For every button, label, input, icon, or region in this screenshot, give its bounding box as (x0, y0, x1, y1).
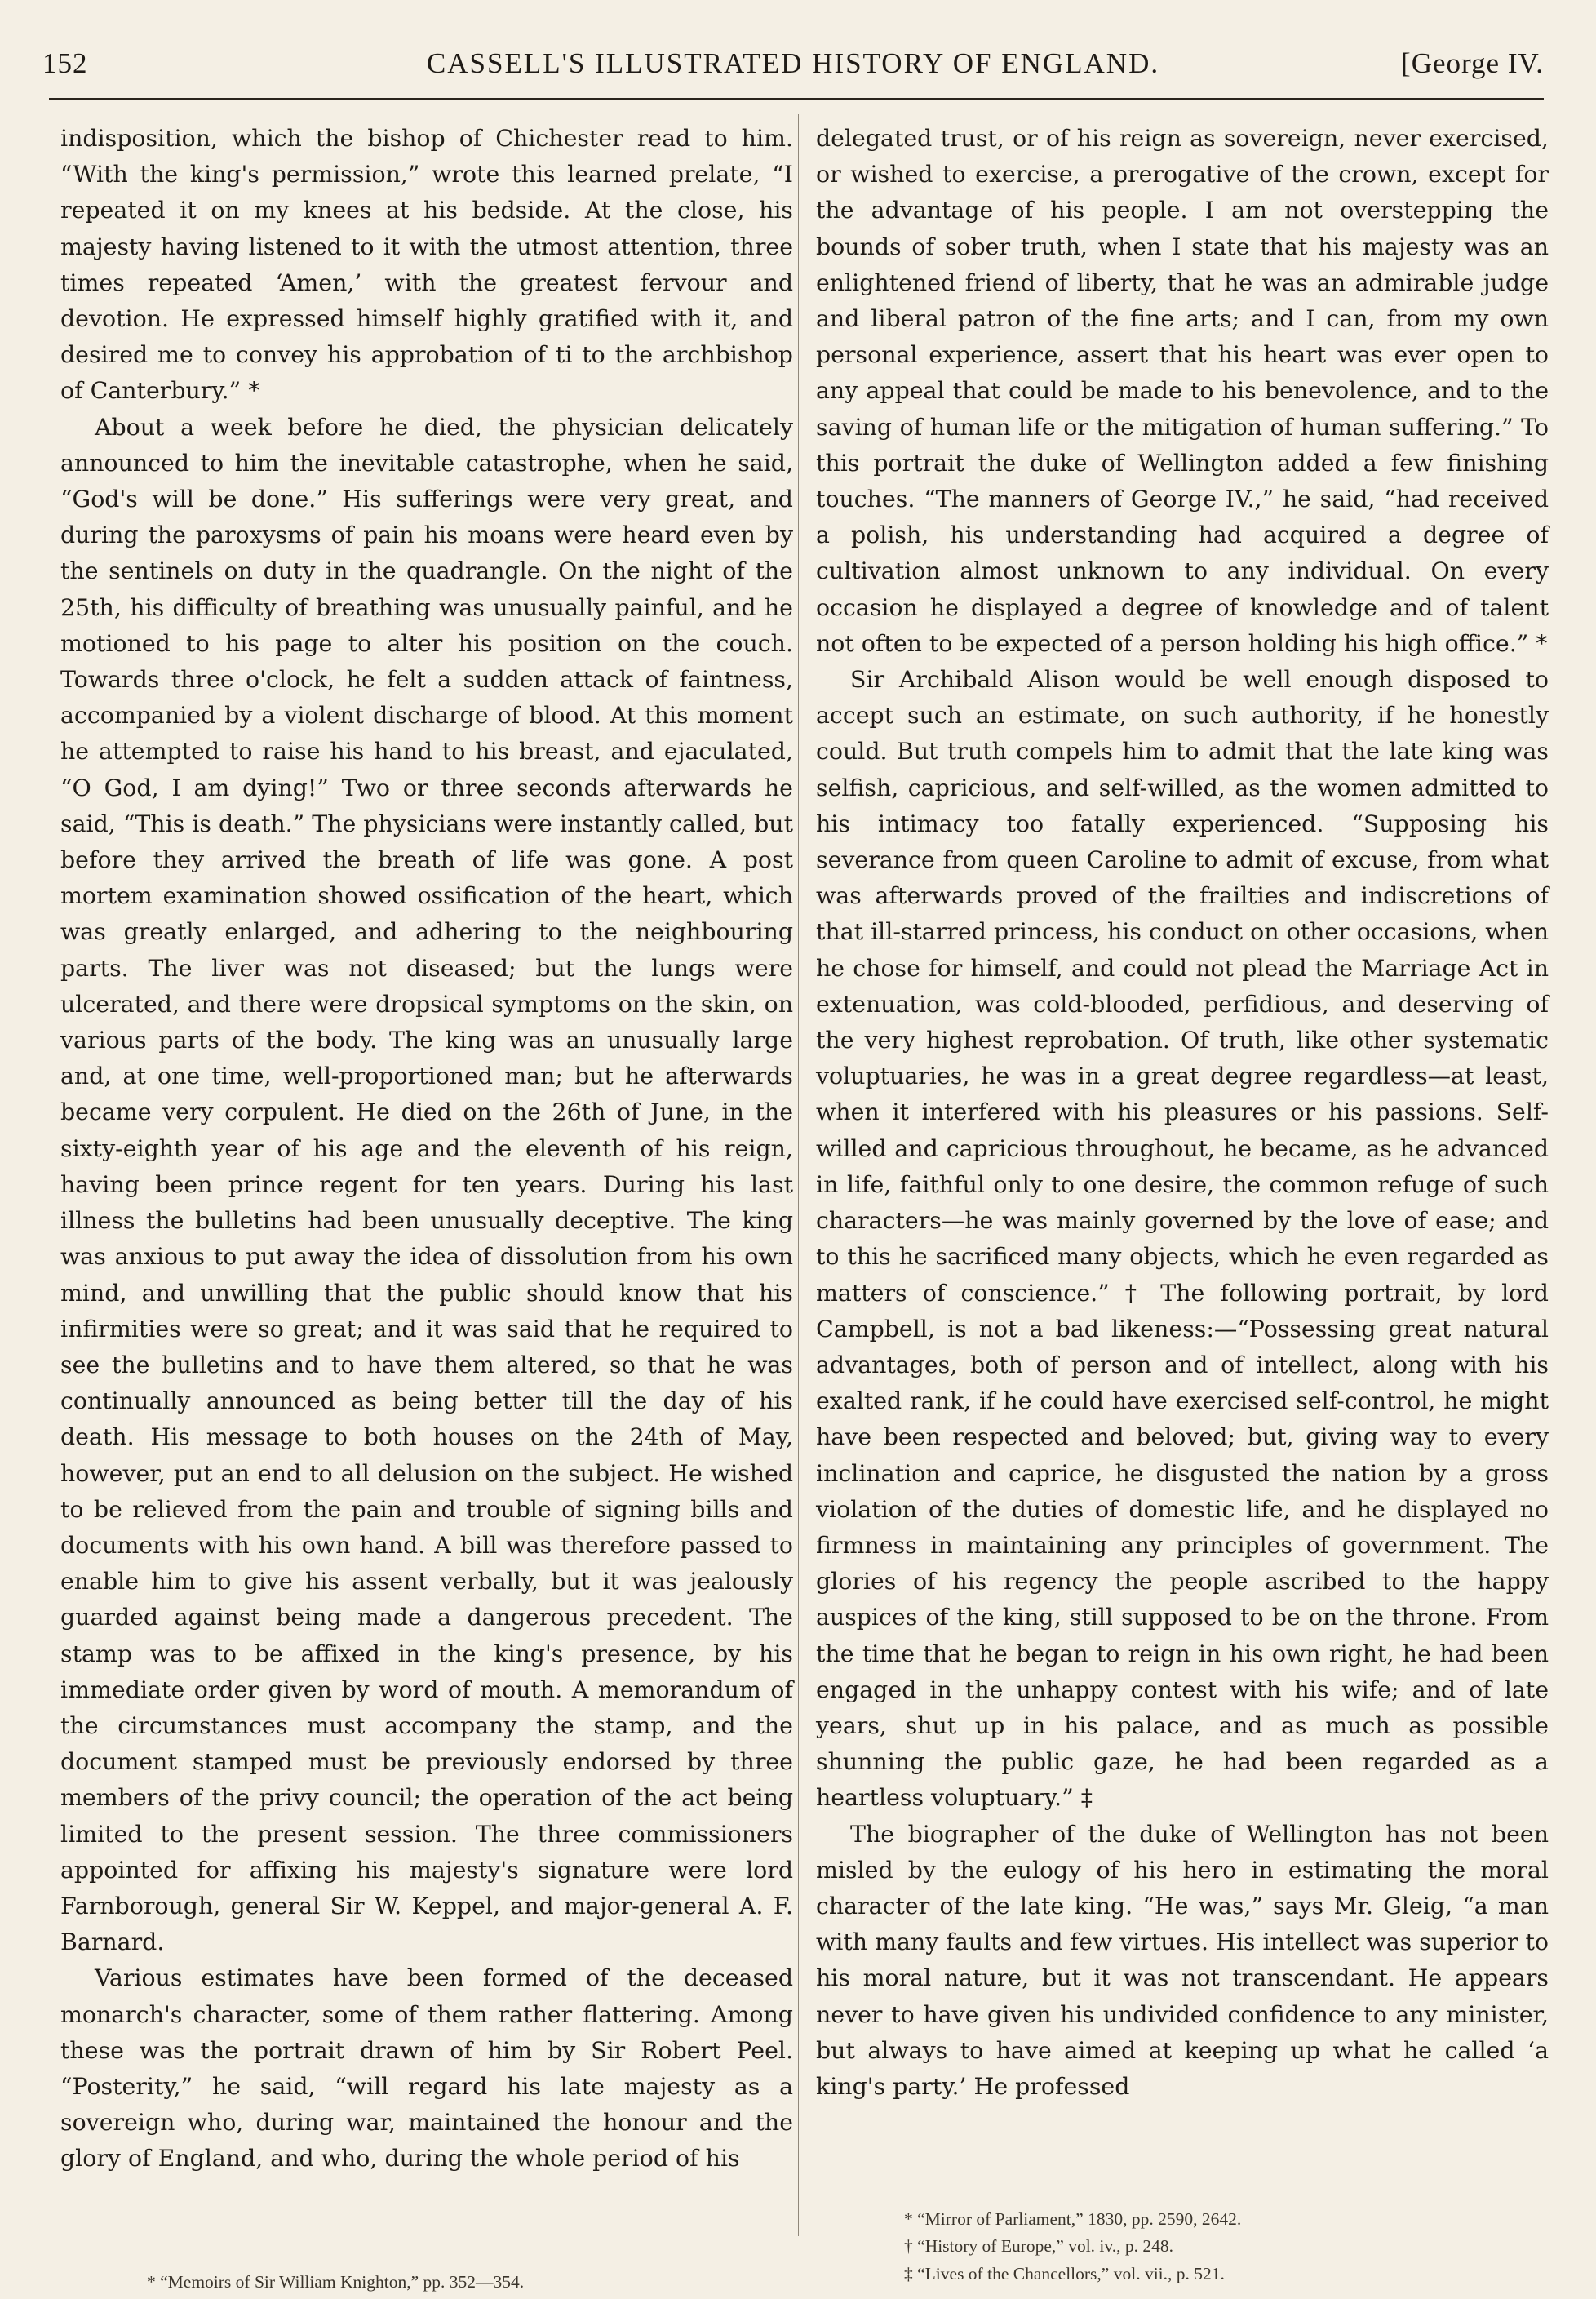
left-paragraph-3: Various estimates have been formed of the deceased monarch's character, some of them rather flattering. Among these was the portrait drawn of him by Sir Robert Peel. “Posterity,” he said, “will regard his late majesty as a sovereign who, during war, maintained the honour and the glory of England, and who, during the whole period of his (60, 1964, 793, 2173)
right-paragraph-1: delegated trust, or of his reign as sovereign, never exercised, or wished to exercise, a prerogative of the crown, except for the advantage of his people. I am not overstepping the bounds of sober truth, when I state that his majesty was an enlightened friend of liberty, that he was an admirable judge and liberal patron of the fine arts; and I can, from my own personal experience, assert that his heart was ever open to any appeal that could be made to his benevolence, and to the saving of human life or the mitigation of human suffering.” To this portrait the duke of Wellington added a few finishing touches. “The manners of George IV.,” he said, “had received a polish, his understanding had acquired a degree of cultivation almost unknown to any individual. On every occasion he displayed a degree of knowledge and of talent not often to be expected of a person holding his high office.” * (816, 125, 1549, 657)
footnote-left: * “Memoirs of Sir William Knighton,” pp. 352—354. (147, 2272, 525, 2292)
right-paragraph-3: The biographer of the duke of Wellington has not been misled by the eulogy of his hero in estimating the moral character of the late king. “He was,” says Mr. Gleig, “a man with many faults and few virtues. His intellect was superior to his moral nature, but it was not transcendant. He appears never to have given his undivided confidence to any minister, but always to have aimed at keeping up what he called ‘a king's party.’ He professed (816, 1820, 1549, 2100)
right-paragraph-2: Sir Archibald Alison would be well enough disposed to accept such an estimate, on such authority, if he honestly could. But truth compels him to admit that the late king was selfish, capricious, and self-willed, as the women admitted to his intimacy too fatally experienced. “Supposing his severance from queen Caroline to admit of excuse, from what was afterwards proved of the frailties and indiscretions of that ill-starred princess, his conduct on other occasions, when he chose for himself, and could not plead the Marriage Act in extenuation, was cold-blooded, perfidious, and deserving of the very highest reprobation. Of truth, like other systematic voluptuaries, he was in a great degree regardless—at least, when it interfered with his pleasures or his passions. Self-willed and capricious throughout, he became, as he advanced in life, faithful only to one desire, the common refuge of such characters—he was mainly governed by the love of ease; and to this he sacrificed many objects, which he even regarded as matters of conscience.” † The following portrait, by lord Campbell, is not a bad likeness:—“Possessing great natural advantages, both of person and of intellect, along with his exalted rank, if he could have exercised self-control, he might have been respected and beloved; but, giving way to every inclination and caprice, he disgusted the nation by a gross violation of the duties of domestic life, and he displayed no firmness in maintaining any principles of government. The glories of his regency the people ascribed to the happy auspices of the king, still supposed to be on the throne. From the time that he began to reign in his own right, he had been engaged in the unhappy contest with his wife; and of late years, shut up in his palace, and as much as possible shunning the public gaze, he had been regarded as a heartless voluptuary.” ‡ (816, 666, 1549, 1812)
header-rule (49, 98, 1544, 100)
footnote-right-1: * “Mirror of Parliament,” 1830, pp. 2590, 2642. (904, 2209, 1242, 2229)
left-column (60, 121, 793, 2177)
page-number: 152 (42, 47, 88, 79)
running-header (42, 47, 1544, 88)
running-title: CASSELL'S ILLUSTRATED HISTORY OF ENGLAND. (426, 47, 1160, 79)
right-column (816, 121, 1549, 2105)
footnote-right-2: † “History of Europe,” vol. iv., p. 248. (904, 2236, 1174, 2256)
left-paragraph-1: indisposition, which the bishop of Chichester read to him. “With the king's permission,” wrote this learned prelate, “I repeated it on my knees at his bedside. At the close, his majesty having listened to it with the utmost attention, three times repeated ‘Amen,’ with the greatest fervour and devotion. He expressed himself highly gratified with it, and desired me to convey his approbation of ti to the archbishop of Canterbury.” * (60, 125, 793, 405)
footnote-right-3: ‡ “Lives of the Chancellors,” vol. vii., p. 521. (904, 2264, 1225, 2283)
left-paragraph-2: About a week before he died, the physician delicately announced to him the inevitable catastrophe, when he said, “God's will be done.” His sufferings were very great, and during the paroxysms of pain his moans were heard even by the sentinels on duty in the quadrangle. On the night of the 25th, his difficulty of breathing was unusually painful, and he motioned to his page to alter his position on the couch. Towards three o'clock, he felt a sudden attack of faintness, accompanied by a violent discharge of blood. At this moment he attempted to raise his hand to his breast, and ejaculated, “O God, I am dying!” Two or three seconds afterwards he said, “This is death.” The physicians were instantly called, but before they arrived the breath of life was gone. A post mortem examination showed ossification of the heart, which was greatly enlarged, and adhering to the neighbouring parts. The liver was not diseased; but the lungs were ulcerated, and there were dropsical symptoms on the skin, on various parts of the body. The king was an unusually large and, at one time, well-proportioned man; but he afterwards became very corpulent. He died on the 26th of June, in the sixty-eighth year of his age and the eleventh of his reign, having been prince regent for ten years. During his last illness the bulletins had been unusually deceptive. The king was anxious to put away the idea of dissolution from his own mind, and unwilling that the public should know that his infirmities were so great; and it was said that he required to see the bulletins and to have them altered, so that he was continually announced as being better till the day of his death. His message to both houses on the 24th of May, however, put an end to all delusion on the subject. He wished to be relieved from the pain and trouble of signing bills and documents with his own hand. A bill was therefore passed to enable him to give his assent verbally, but it was jealously guarded against being made a dangerous precedent. The stamp was to be affixed in the king's presence, by his immediate order given by word of mouth. A memorandum of the circumstances must accompany the stamp, and the document stamped must be previously endorsed by three members of the privy council; the operation of the act being limited to the present session. The three commissioners appointed for affixing his majesty's signature were lord Farnborough, general Sir W. Keppel, and major-general A. F. Barnard. (60, 413, 793, 1956)
column-divider (798, 114, 799, 2236)
section-label: [George IV. (1401, 47, 1544, 79)
